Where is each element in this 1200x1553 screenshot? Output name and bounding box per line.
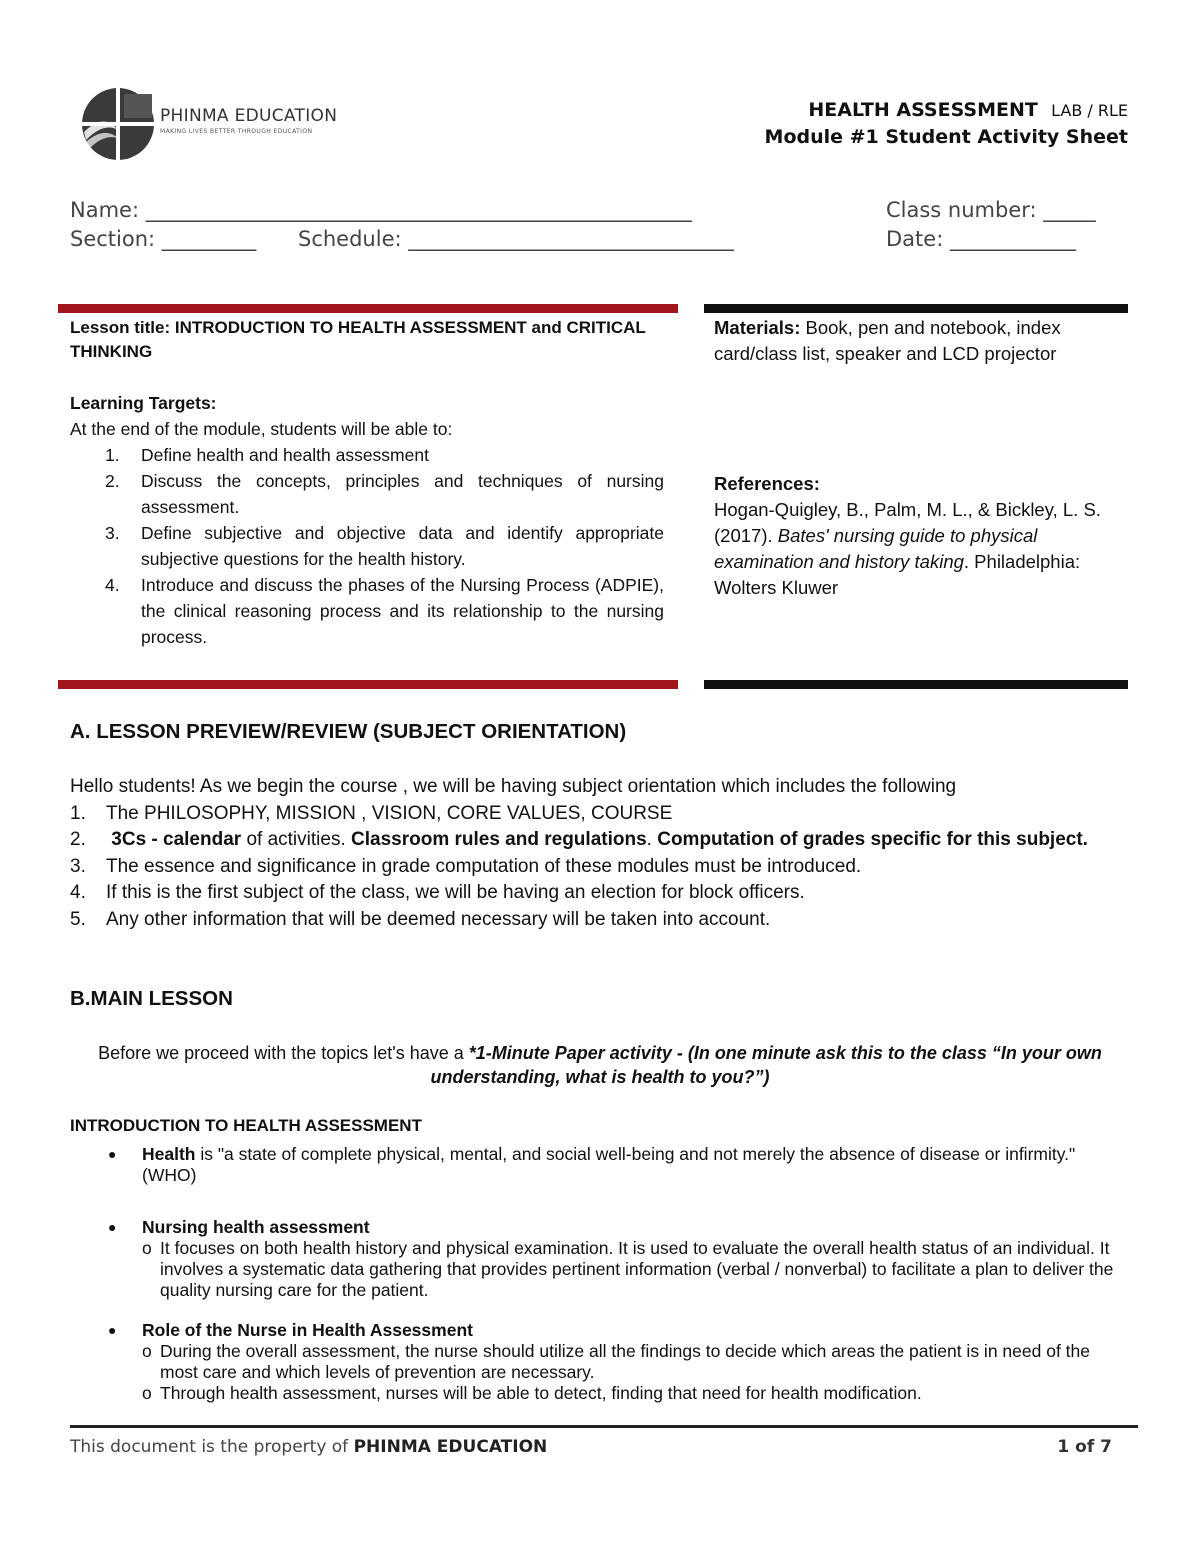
orientation-list [70, 801, 1130, 934]
section-a-title: A. LESSON PREVIEW/REVIEW (SUBJECT ORIENTATION) [70, 720, 627, 743]
document-header [765, 97, 1128, 151]
learning-targets-list [70, 442, 664, 650]
materials-box [714, 315, 1119, 601]
phinma-emblem-icon [74, 82, 164, 162]
logo-wordmark: PHINMA EDUCATION [160, 106, 338, 126]
sub-list-item: o During the overall assessment, the nurse should utilize all the findings to decide which areas the patient is in need of the most care and which levels of prevention are necessary. [142, 1341, 1090, 1382]
references-label: References: [714, 473, 820, 494]
learning-targets-intro: At the end of the module, students will be able to: [70, 419, 453, 439]
top-red-rule [58, 304, 678, 313]
materials-label: Materials: [714, 317, 801, 338]
main-lesson-bullets [70, 1142, 1130, 1404]
section-field[interactable]: Section: _________ [70, 227, 257, 251]
list-item: 3. The essence and significance in grade computation of these modules must be introduced. [70, 855, 862, 877]
list-item: 1. Define health and health assessment [105, 445, 429, 465]
bottom-black-rule [704, 680, 1128, 689]
list-item: 4. If this is the first subject of the class, we will be having an election for block officers. [70, 882, 805, 903]
bottom-red-rule [58, 680, 678, 689]
footer-ownership: This document is the property of PHINMA EDUCATION [70, 1437, 548, 1457]
date-field[interactable]: Date: ____________ [886, 227, 1076, 251]
class-number-field[interactable]: Class number: _____ [886, 198, 1096, 222]
list-item: 4. Introduce and discuss the phases of the Nursing Process (ADPIE), the clinical reasoning process and its relationship to the nursing process. [105, 575, 664, 647]
lesson-title: Lesson title: INTRODUCTION TO HEALTH ASSESSMENT and CRITICAL THINKING [70, 318, 646, 361]
phinma-logo [74, 82, 344, 162]
materials-text: Book, pen and notebook, index card/class list, speaker and LCD projector [714, 317, 1061, 364]
course-title-line [765, 97, 1128, 124]
schedule-field[interactable]: Schedule: _______________________________ [298, 227, 734, 251]
bullet-icon: ● [108, 1146, 117, 1162]
list-item: 5. Any other information that will be deemed necessary will be taken into account. [70, 908, 771, 930]
course-suffix: LAB / RLE [1051, 101, 1128, 120]
list-item: 1. The PHILOSOPHY, MISSION , VISION, CORE VALUES, COURSE [70, 802, 673, 824]
section-b-title: B.MAIN LESSON [70, 987, 233, 1010]
sub-list-item: o Through health assessment, nurses will be able to detect, finding that need for health modification. [142, 1383, 922, 1403]
list-item: ● Role of the Nurse in Health Assessment [108, 1320, 473, 1340]
list-item: 2. Discuss the concepts, principles and techniques of nursing assessment. [105, 471, 664, 517]
section-a-body [70, 774, 1130, 933]
one-minute-paper-prompt: Before we proceed with the topics let's have a *1-Minute Paper activity - (In one minute ask this to the class “In your own understanding, what is health to you?”) [98, 1043, 1102, 1087]
list-item: 2. 3Cs - calendar of activities. Classroom rules and regulations. Computation of grades specific for this subject. [70, 829, 1088, 850]
footer-owner: PHINMA EDUCATION [353, 1437, 548, 1457]
learning-targets-label: Learning Targets: [70, 393, 217, 413]
top-black-rule [704, 304, 1128, 313]
logo-tagline: MAKING LIVES BETTER THROUGH EDUCATION [160, 128, 313, 135]
section-a-intro: Hello students! As we begin the course , we will be having subject orientation which includes the following [70, 776, 957, 797]
bullet-icon: ● [108, 1322, 117, 1338]
name-field[interactable]: Name: ____________________________________________________ [70, 198, 692, 222]
reference-entry: Hogan-Quigley, B., Palm, M. L., & Bickley, L. S. (2017). Bates' nursing guide to physical examination and history taking. Philadelphia: Wolters Kluwer [714, 499, 1101, 598]
course-title: HEALTH ASSESSMENT [808, 99, 1038, 121]
list-item: ● Health is "a state of complete physical, mental, and social well-being and not merely the absence of disease or infirmity." (WHO) [108, 1144, 1076, 1185]
page-number: 1 of 7 [1057, 1437, 1112, 1457]
module-title: Module #1 Student Activity Sheet [764, 126, 1128, 148]
footer-rule [70, 1425, 1138, 1428]
materials-entry [714, 315, 1119, 367]
list-item: 3. Define subjective and objective data and identify appropriate subjective questions for the health history. [105, 523, 664, 569]
lesson-box [70, 316, 664, 650]
list-item: ● Nursing health assessment [108, 1217, 370, 1237]
reference-title: Bates' nursing guide to physical examination and history taking [714, 525, 1038, 572]
sub-list-item: o It focuses on both health history and physical examination. It is used to evaluate the overall health status of an individual. It involves a systematic data gathering that provides pertinent information (verbal / nonverbal) to facilitate a plan to deliver the quality nursing care for the patient. [142, 1238, 1114, 1300]
bullet-icon: ● [108, 1219, 117, 1235]
intro-subheading: INTRODUCTION TO HEALTH ASSESSMENT [70, 1116, 422, 1135]
